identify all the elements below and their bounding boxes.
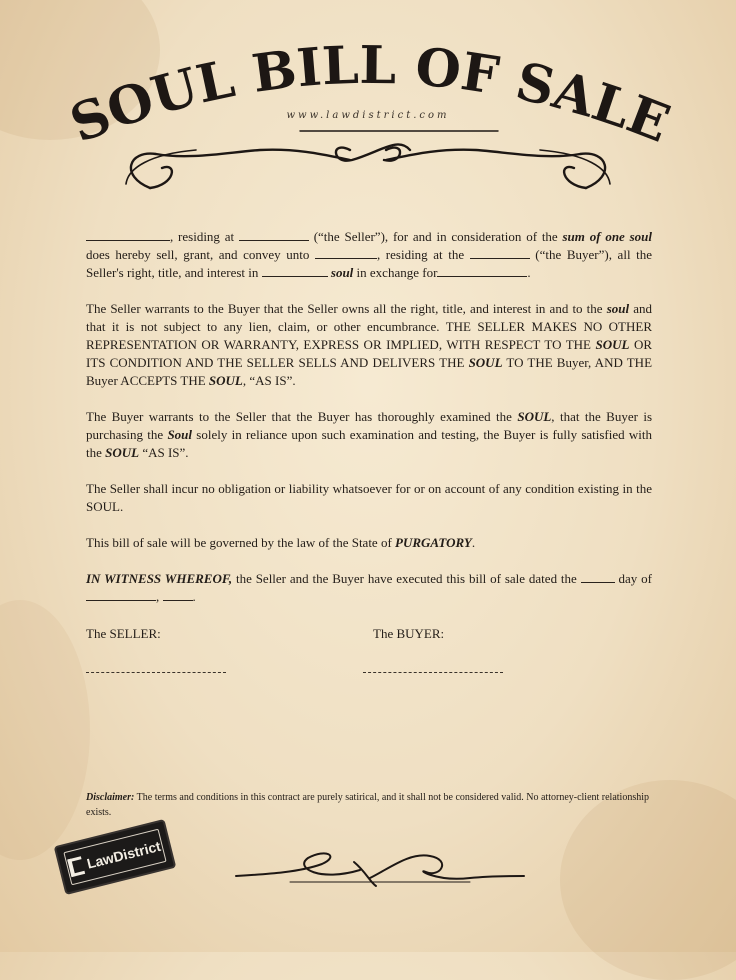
witness-clause: IN WITNESS WHEREOF, the Seller and the Buyer have executed this bill of sale dated the day of , . xyxy=(86,571,652,604)
obligation-clause: The Seller shall incur no obligation or liability whatsoever for or on account of any condition existing in the SOUL. xyxy=(86,481,652,514)
buyer-warranty-clause: The Buyer warrants to the Seller that the Buyer has thoroughly examined the SOUL, that the Buyer is purchasing the Soul solely in reliance upon such examination and testing, the Buyer is fully satisfied with the SOUL “AS IS”. xyxy=(86,409,653,460)
signature-section xyxy=(86,626,652,686)
disclaimer-label: Disclaimer: xyxy=(86,792,135,803)
contract-body xyxy=(86,228,652,624)
disclaimer-text: The terms and conditions in this contract are purely satirical, and it shall not be considered valid. No attorney-client relationship exists. xyxy=(86,792,650,818)
soul-owner-blank[interactable] xyxy=(262,264,328,277)
seller-label: The SELLER: xyxy=(86,626,161,641)
document-title: SOUL BILL OF SALE xyxy=(62,34,678,155)
buyer-label: The BUYER: xyxy=(373,626,445,641)
seller-signature-line[interactable] xyxy=(86,672,226,673)
bottom-flourish xyxy=(230,842,530,892)
governing-law-clause: This bill of sale will be governed by the law of the State of PURGATORY. xyxy=(86,535,476,550)
buyer-signature xyxy=(373,626,444,642)
seller-signature xyxy=(86,626,161,642)
year-blank[interactable] xyxy=(163,588,193,601)
stamp-brand: LawDistrict xyxy=(85,837,163,872)
exchange-blank[interactable] xyxy=(437,264,527,277)
ornament-flourish xyxy=(126,131,610,188)
disclaimer xyxy=(86,790,652,820)
buyer-signature-line[interactable] xyxy=(363,672,503,673)
seller-warranty-clause: The Seller warrants to the Buyer that the Seller owns all the right, title, and interest in and to the soul and that it is not subject to any lien, claim, or other encumbrance. THE SELLER MAKES NO OTHER REPRESENTATION OR WARRANTY, EXPRESS OR IMPLIED, WITH RESPECT TO THE SOUL OR ITS CONDITION AND THE SELLER SELLS AND DELIVERS THE SOUL TO THE Buyer, AND THE Buyer ACCEPTS THE SOUL, “AS IS”. xyxy=(86,301,653,388)
website-url: www.lawdistrict.com xyxy=(286,110,450,121)
lawdistrict-stamp xyxy=(54,819,177,895)
seller-name-blank[interactable] xyxy=(86,228,170,241)
intro-clause: , residing at (“the Seller”), for and in consideration of the sum of one soul does hereby sell, grant, and convey unto , residing at the (“the Buyer”), all the Seller's right, title, and interest in soul in exchange for . xyxy=(86,229,653,280)
day-blank[interactable] xyxy=(581,570,615,583)
buyer-address-blank[interactable] xyxy=(470,246,530,259)
buyer-name-blank[interactable] xyxy=(315,246,377,259)
document-header xyxy=(0,0,736,220)
seller-address-blank[interactable] xyxy=(239,228,309,241)
paper-stain xyxy=(0,600,90,860)
lawdistrict-logo-icon xyxy=(67,856,85,877)
month-blank[interactable] xyxy=(86,588,156,601)
